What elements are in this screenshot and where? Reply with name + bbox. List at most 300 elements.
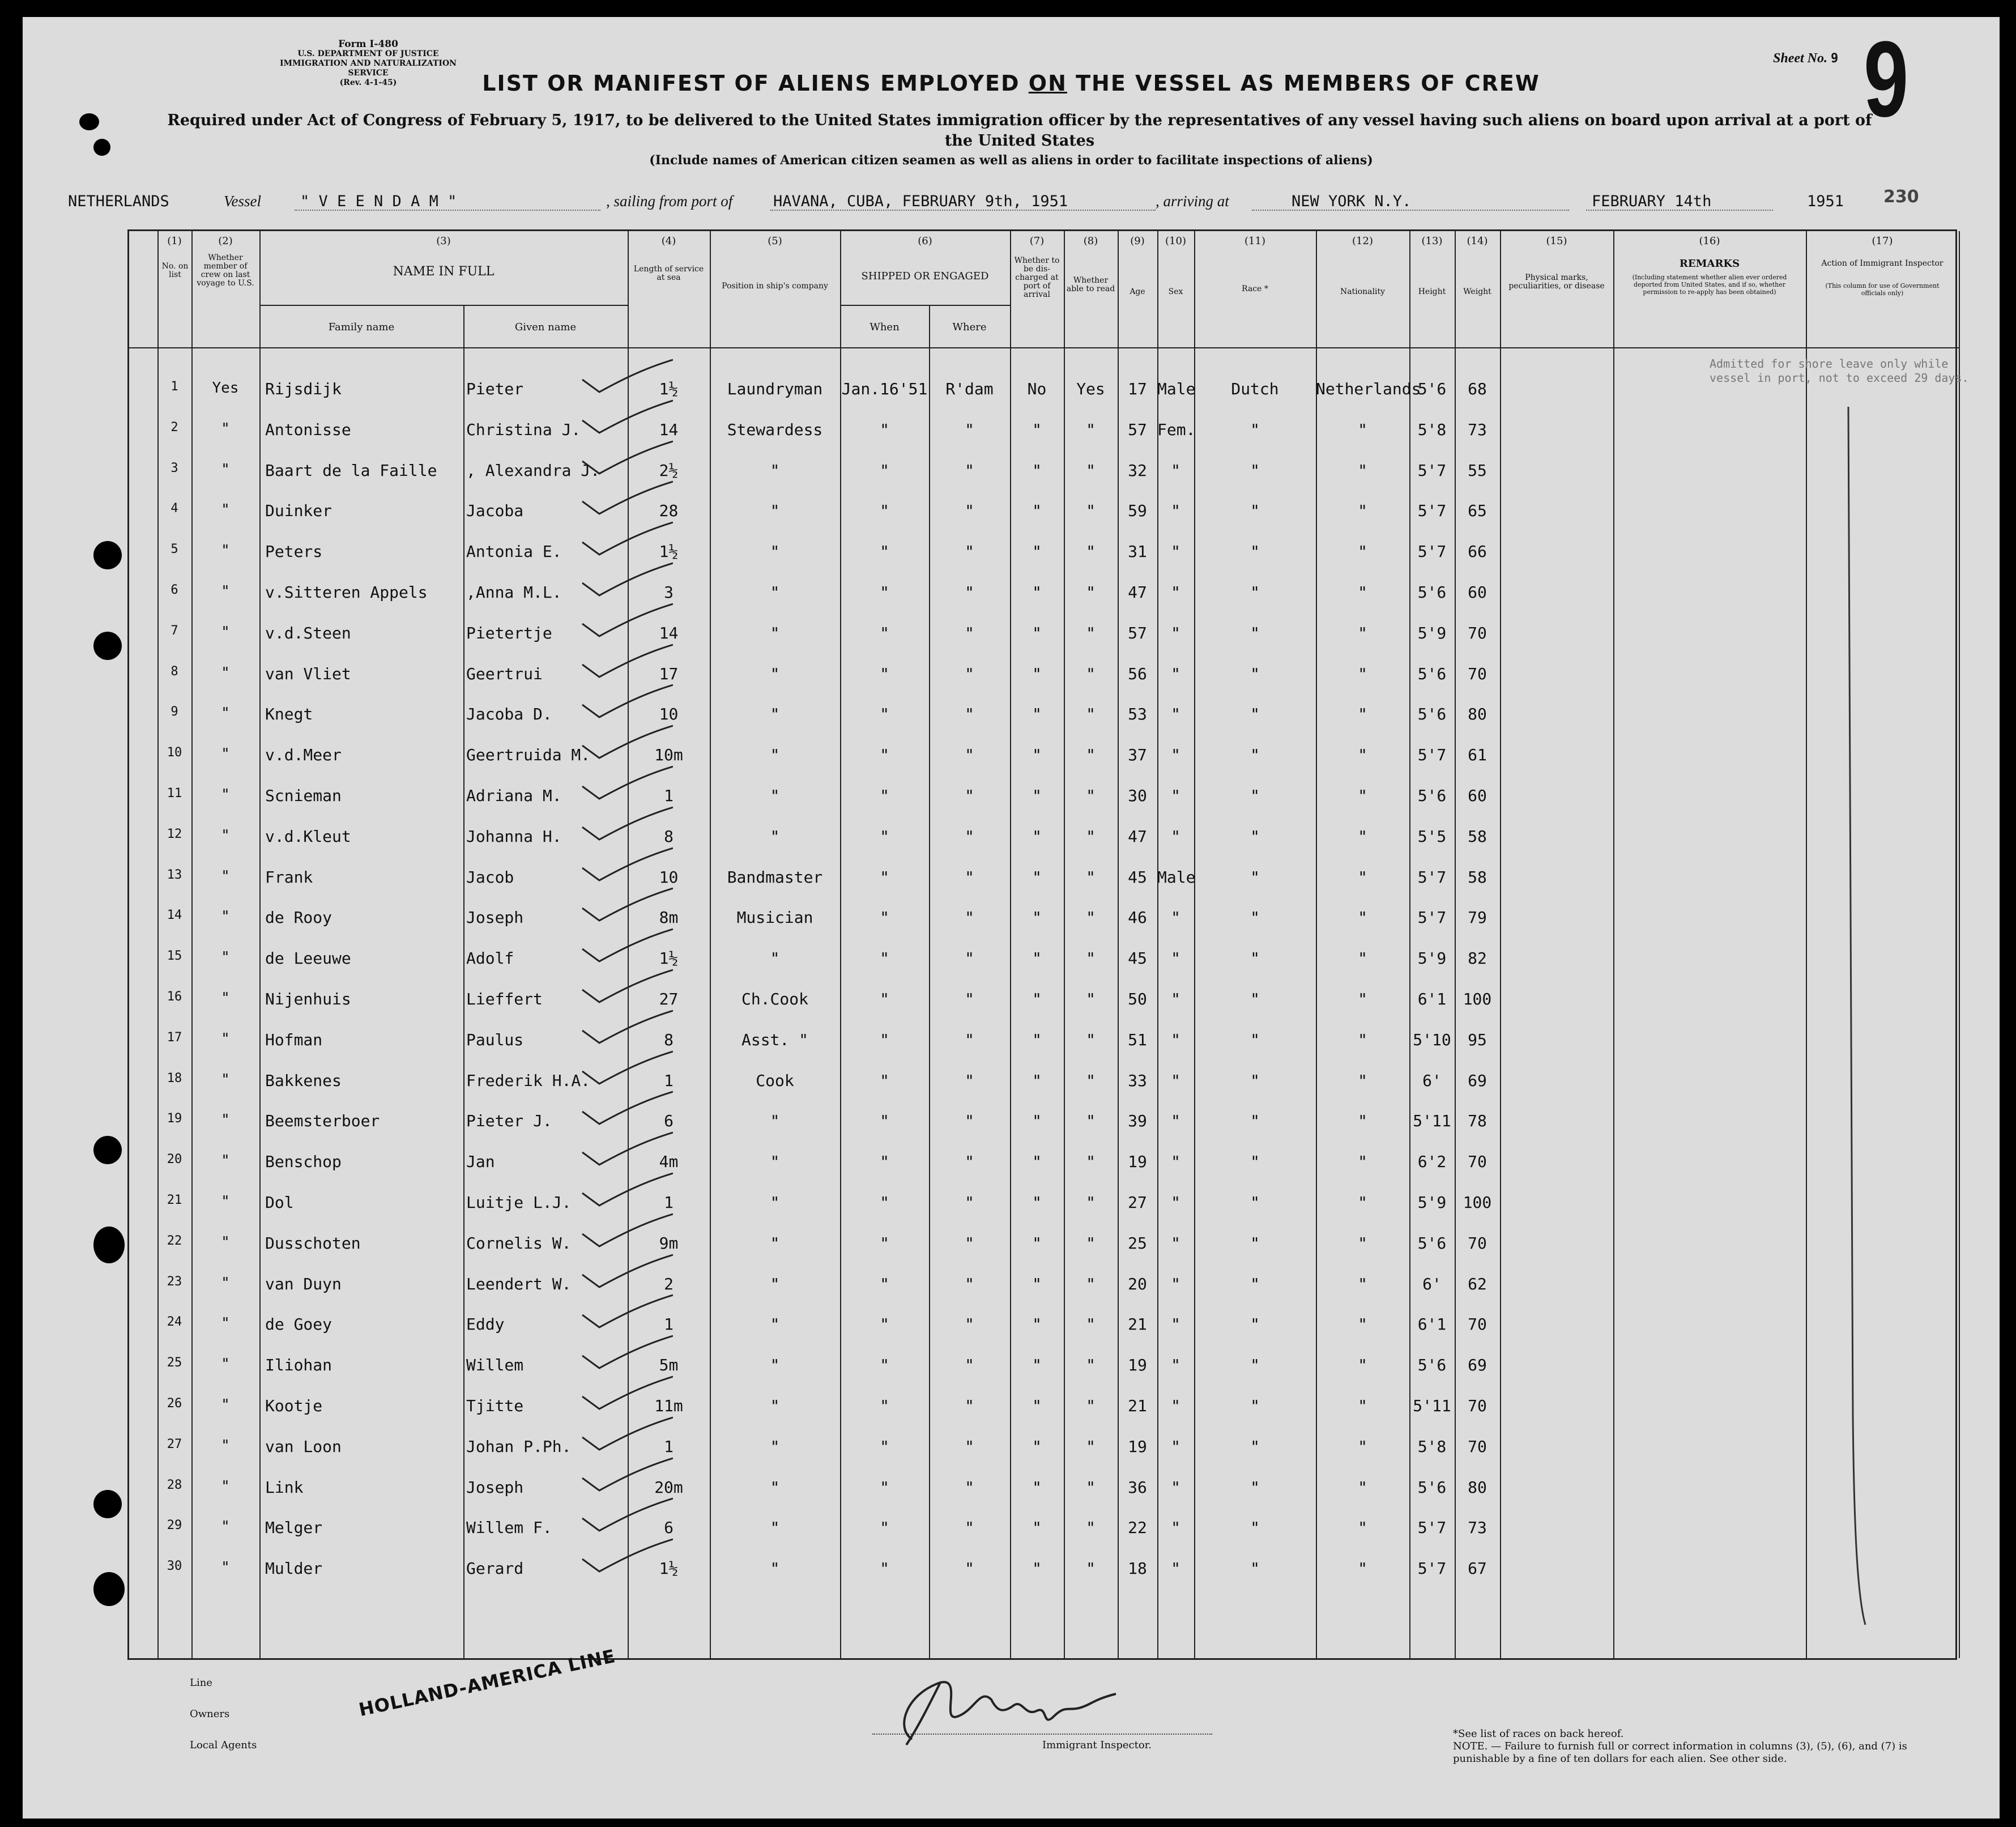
cell-family: Link <box>265 1477 304 1497</box>
cell-position: " <box>770 1193 780 1212</box>
cell-position: " <box>770 1111 780 1131</box>
cell-no: 18 <box>167 1071 182 1085</box>
cell-nationality: " <box>1358 664 1367 683</box>
cell-member: " <box>221 1518 230 1536</box>
cell-when: " <box>880 827 889 846</box>
cell-discharged: " <box>1032 501 1042 521</box>
cell-sex: " <box>1171 1193 1180 1212</box>
check-mark-icon <box>571 1130 673 1169</box>
penalty-note: NOTE. — Failure to furnish full or correct information in columns (3), (5), (6), and (7) is punishable by a fine of ten dollars for each alien. See other side. <box>1453 1740 1907 1765</box>
cell-no: 12 <box>167 827 182 841</box>
cell-weight: 79 <box>1468 908 1487 927</box>
cell-member: " <box>221 1559 230 1577</box>
cell-read: " <box>1086 664 1096 683</box>
cell-given: Paulus <box>466 1030 524 1049</box>
cell-height: 5'10 <box>1413 1030 1451 1049</box>
cell-race: " <box>1250 1111 1260 1131</box>
cell-nationality: " <box>1358 1356 1367 1375</box>
header-discharged: Whether to be dis-charged at port of arrival <box>1014 256 1060 299</box>
cell-position: Stewardess <box>727 420 823 439</box>
cell-where: " <box>965 786 974 805</box>
header-sex: Sex <box>1168 287 1183 296</box>
cell-where: " <box>965 990 974 1008</box>
check-mark-icon <box>571 438 673 478</box>
cell-nationality: " <box>1358 1437 1367 1456</box>
cell-sex: " <box>1171 990 1180 1008</box>
cell-nationality: Netherlands <box>1316 380 1421 398</box>
header-family-name: Family name <box>328 321 395 333</box>
cell-position: " <box>770 1396 780 1415</box>
cell-no: 24 <box>167 1315 182 1330</box>
cell-given: Johanna H. <box>466 827 562 846</box>
cell-no: 17 <box>167 1030 182 1045</box>
cell-given: Willem F. <box>466 1518 552 1538</box>
cell-member: " <box>221 990 230 1007</box>
cell-member: " <box>221 461 230 478</box>
cell-read: " <box>1086 786 1096 805</box>
title-on: ON <box>1028 71 1067 96</box>
check-mark-icon <box>571 357 673 397</box>
holland-america-stamp: HOLLAND-AMERICA LINE <box>357 1645 617 1721</box>
cell-discharged: " <box>1032 542 1042 561</box>
cell-age: 47 <box>1128 827 1147 846</box>
cell-length: 1 <box>664 1315 674 1334</box>
sailing-label: , sailing from port of <box>606 193 733 210</box>
cell-where: " <box>965 1030 974 1049</box>
col-number-11: (11) <box>1244 235 1265 247</box>
cell-given: Cornelis W. <box>466 1233 572 1253</box>
cell-position: " <box>770 542 780 561</box>
cell-race: " <box>1250 827 1260 846</box>
cell-discharged: " <box>1032 1193 1042 1212</box>
cell-where: " <box>965 623 974 642</box>
cell-nationality: " <box>1358 501 1367 521</box>
check-mark-icon <box>571 1008 673 1047</box>
cell-length: 2 <box>664 1274 674 1293</box>
cell-family: Baart de la Faille <box>265 461 437 480</box>
cell-position: " <box>770 786 780 805</box>
cell-nationality: " <box>1358 542 1367 561</box>
cell-height: 5'7 <box>1417 1518 1447 1538</box>
cell-when: " <box>880 1396 889 1415</box>
header-age: Age <box>1130 287 1145 296</box>
cell-length: 1 <box>664 1071 674 1090</box>
sheet-number-typed: 9 <box>1831 52 1839 66</box>
cell-race: " <box>1250 908 1260 927</box>
cell-when: " <box>880 623 889 642</box>
cell-position: Bandmaster <box>727 867 823 887</box>
check-mark-icon <box>571 1374 673 1413</box>
cell-position: " <box>770 1477 780 1497</box>
cell-given: Joseph <box>466 908 524 927</box>
cell-sex: " <box>1171 1518 1180 1538</box>
inspector-pen-line <box>1831 395 1877 1642</box>
cell-weight: 68 <box>1468 380 1487 398</box>
cell-weight: 73 <box>1468 420 1487 439</box>
cell-member: " <box>221 1233 230 1251</box>
cell-height: 5'8 <box>1417 420 1447 439</box>
cell-when: " <box>880 1315 889 1334</box>
cell-length: 14 <box>659 420 679 439</box>
cell-race: " <box>1250 867 1260 887</box>
cell-discharged: " <box>1032 1071 1042 1090</box>
cell-discharged: " <box>1032 1559 1042 1578</box>
cell-weight: 69 <box>1468 1356 1487 1375</box>
cell-when: " <box>880 664 889 683</box>
cell-length: 8 <box>664 827 674 846</box>
cell-no: 7 <box>171 623 178 638</box>
cell-sex: " <box>1171 908 1180 927</box>
cell-race: " <box>1250 461 1260 480</box>
cell-read: " <box>1086 1356 1096 1375</box>
cell-age: 51 <box>1128 1030 1147 1049</box>
cell-nationality: " <box>1358 786 1367 805</box>
cell-family: Rijsdijk <box>265 380 342 398</box>
cell-member: Yes <box>212 380 239 397</box>
cell-discharged: " <box>1032 786 1042 805</box>
cell-no: 11 <box>167 786 182 800</box>
cell-read: " <box>1086 1437 1096 1456</box>
cell-weight: 80 <box>1468 705 1487 724</box>
check-mark-icon <box>571 1211 673 1251</box>
cell-age: 19 <box>1128 1437 1147 1456</box>
vessel-label: Vessel <box>224 193 261 210</box>
cell-discharged: " <box>1032 1315 1042 1334</box>
cell-no: 15 <box>167 949 182 964</box>
cell-age: 57 <box>1128 623 1147 642</box>
cell-member: " <box>221 867 230 885</box>
col-number-4: (4) <box>661 235 676 247</box>
cell-no: 10 <box>167 746 182 760</box>
cell-length: 1½ <box>659 1559 679 1578</box>
cell-height: 5'11 <box>1413 1111 1451 1131</box>
cell-position: " <box>770 746 780 765</box>
cell-where: " <box>965 1233 974 1253</box>
col-number-6: (6) <box>918 235 932 247</box>
cell-where: " <box>965 501 974 521</box>
corner-number: 230 <box>1883 187 1919 207</box>
cell-discharged: " <box>1032 1274 1042 1293</box>
cell-given: Jacoba <box>466 501 524 521</box>
cell-where: " <box>965 1193 974 1212</box>
cell-height: 5'7 <box>1417 461 1447 480</box>
col-number-7: (7) <box>1029 235 1045 247</box>
cell-member: " <box>221 705 230 722</box>
cell-race: " <box>1250 1356 1260 1375</box>
cell-sex: " <box>1171 1233 1180 1253</box>
cell-where: " <box>965 746 974 765</box>
cell-member: " <box>221 501 230 519</box>
cell-given: Adriana M. <box>466 786 562 805</box>
cell-weight: 61 <box>1468 746 1487 765</box>
cell-where: " <box>965 1356 974 1375</box>
cell-read: " <box>1086 949 1096 968</box>
cell-given: Luitje L.J. <box>466 1193 572 1212</box>
cell-given: Adolf <box>466 949 514 968</box>
cell-race: " <box>1250 1030 1260 1049</box>
cell-length: 8 <box>664 1030 674 1049</box>
cell-age: 19 <box>1128 1356 1147 1375</box>
cell-discharged: " <box>1032 664 1042 683</box>
cell-position: " <box>770 1233 780 1253</box>
cell-family: Peters <box>265 542 323 561</box>
cell-position: " <box>770 705 780 724</box>
cell-family: Melger <box>265 1518 323 1538</box>
cell-position: Musician <box>736 908 813 927</box>
cell-race: " <box>1250 1559 1260 1578</box>
cell-when: " <box>880 1152 889 1172</box>
cell-race: " <box>1250 420 1260 439</box>
check-mark-icon <box>571 804 673 844</box>
col-number-10: (10) <box>1165 235 1186 247</box>
cell-when: " <box>880 542 889 561</box>
cell-no: 9 <box>171 705 178 719</box>
cell-member: " <box>221 1315 230 1332</box>
cell-height: 5'6 <box>1417 705 1447 724</box>
cell-when: " <box>880 1233 889 1253</box>
cell-no: 4 <box>171 501 178 516</box>
header-length-service: Length of service at sea <box>633 265 704 282</box>
cell-given: Johan P.Ph. <box>466 1437 572 1456</box>
cell-nationality: " <box>1358 623 1367 642</box>
cell-where: " <box>965 1071 974 1090</box>
cell-position: Ch.Cook <box>741 990 808 1008</box>
check-mark-icon <box>571 885 673 925</box>
cell-no: 3 <box>171 461 178 475</box>
check-mark-icon <box>571 682 673 722</box>
cell-weight: 78 <box>1468 1111 1487 1131</box>
cell-discharged: " <box>1032 1152 1042 1172</box>
cell-race: " <box>1250 990 1260 1008</box>
cell-race: " <box>1250 705 1260 724</box>
cell-height: 5'6 <box>1417 786 1447 805</box>
cell-position: Cook <box>756 1071 794 1090</box>
cell-position: Laundryman <box>727 380 823 398</box>
cell-race: " <box>1250 949 1260 968</box>
arrival-year: 1951 <box>1807 193 1844 210</box>
cell-family: Nijenhuis <box>265 990 351 1008</box>
cell-no: 25 <box>167 1356 182 1370</box>
cell-length: 27 <box>659 990 679 1008</box>
cell-when: " <box>880 1518 889 1538</box>
cell-where: " <box>965 1396 974 1415</box>
cell-weight: 80 <box>1468 1477 1487 1497</box>
cell-member: " <box>221 1193 230 1210</box>
cell-position: " <box>770 1274 780 1293</box>
cell-age: 19 <box>1128 1152 1147 1172</box>
form-revision: (Rev. 4-1-45) <box>339 78 397 87</box>
cell-discharged: No <box>1027 380 1047 398</box>
check-mark-icon <box>571 1089 673 1128</box>
cell-length: 4m <box>659 1152 679 1172</box>
cell-length: 10 <box>659 867 679 887</box>
cell-discharged: " <box>1032 461 1042 480</box>
cell-discharged: " <box>1032 746 1042 765</box>
cell-member: " <box>221 1437 230 1454</box>
cell-member: " <box>221 420 230 437</box>
cell-position: " <box>770 949 780 968</box>
cell-no: 8 <box>171 664 178 679</box>
cell-age: 30 <box>1128 786 1147 805</box>
check-mark-icon <box>571 845 673 885</box>
cell-length: 6 <box>664 1518 674 1538</box>
cell-where: " <box>965 1315 974 1334</box>
cell-discharged: " <box>1032 583 1042 602</box>
cell-weight: 100 <box>1463 990 1492 1008</box>
cell-race: " <box>1250 1396 1260 1415</box>
cell-member: " <box>221 786 230 803</box>
manifest-sheet <box>23 17 2000 1819</box>
cell-sex: " <box>1171 461 1180 480</box>
cell-discharged: " <box>1032 420 1042 439</box>
cell-sex: " <box>1171 827 1180 846</box>
cell-when: " <box>880 1437 889 1456</box>
col-number-13: (13) <box>1421 235 1443 247</box>
cell-family: Benschop <box>265 1152 342 1172</box>
cell-nationality: " <box>1358 1111 1367 1131</box>
footer-note <box>1453 1728 1923 1765</box>
cell-where: " <box>965 420 974 439</box>
cell-no: 13 <box>167 867 182 882</box>
header-where: Where <box>952 321 987 333</box>
cell-height: 5'7 <box>1417 1559 1447 1578</box>
header-when: When <box>870 321 900 333</box>
cell-when: " <box>880 501 889 521</box>
cell-member: " <box>221 1477 230 1495</box>
cell-read: " <box>1086 420 1096 439</box>
cell-where: " <box>965 461 974 480</box>
cell-discharged: " <box>1032 1233 1042 1253</box>
cell-family: v.d.Steen <box>265 623 351 642</box>
cell-age: 56 <box>1128 664 1147 683</box>
cell-family: v.d.Meer <box>265 746 342 765</box>
cell-when: " <box>880 1071 889 1090</box>
vessel-line <box>23 187 2000 221</box>
cell-no: 23 <box>167 1274 182 1289</box>
cell-given: Jacoba D. <box>466 705 552 724</box>
cell-where: " <box>965 542 974 561</box>
cell-read: " <box>1086 908 1096 927</box>
cell-member: " <box>221 623 230 641</box>
cell-height: 5'7 <box>1417 542 1447 561</box>
cell-nationality: " <box>1358 1233 1367 1253</box>
cell-family: Bakkenes <box>265 1071 342 1090</box>
title-part-2: THE VESSEL AS MEMBERS OF CREW <box>1076 71 1540 96</box>
cell-sex: " <box>1171 664 1180 683</box>
cell-position: " <box>770 1152 780 1172</box>
cell-where: " <box>965 1559 974 1578</box>
sheet-number-stamp: 9 <box>1864 19 1909 139</box>
cell-race: " <box>1250 1518 1260 1538</box>
cell-discharged: " <box>1032 827 1042 846</box>
cell-nationality: " <box>1358 867 1367 887</box>
cell-member: " <box>221 1071 230 1088</box>
cell-nationality: " <box>1358 1193 1367 1212</box>
cell-member: " <box>221 827 230 844</box>
cell-discharged: " <box>1032 1396 1042 1415</box>
check-mark-icon <box>571 1252 673 1292</box>
cell-race: Dutch <box>1231 380 1279 398</box>
cell-length: 11m <box>654 1396 683 1415</box>
header-able-read: Whether able to read <box>1066 276 1115 293</box>
page-title <box>23 71 2000 96</box>
header-remarks-sub: (Including statement whether alien ever ordered deported from United States, and if so, whether permission to re-apply has been obtained) <box>1632 274 1787 296</box>
cell-position: " <box>770 501 780 521</box>
cell-length: 1½ <box>659 949 679 968</box>
cell-family: Scnieman <box>265 786 342 805</box>
check-mark-icon <box>571 479 673 518</box>
cell-no: 30 <box>167 1559 182 1574</box>
cell-member: " <box>221 1396 230 1413</box>
cell-sex: " <box>1171 746 1180 765</box>
col-number-3: (3) <box>436 235 451 247</box>
cell-height: 5'7 <box>1417 746 1447 765</box>
cell-discharged: " <box>1032 623 1042 642</box>
header-action-inspector: Action of Immigrant Inspector <box>1821 259 1943 268</box>
cell-where: " <box>965 827 974 846</box>
cell-length: 1½ <box>659 380 679 398</box>
cell-member: " <box>221 542 230 560</box>
cell-discharged: " <box>1032 1518 1042 1538</box>
cell-nationality: " <box>1358 1071 1367 1090</box>
cell-height: 5'7 <box>1417 867 1447 887</box>
cell-weight: 70 <box>1468 664 1487 683</box>
cell-age: 39 <box>1128 1111 1147 1131</box>
cell-when: " <box>880 1030 889 1049</box>
col-number-17: (17) <box>1872 235 1893 247</box>
cell-where: " <box>965 1477 974 1497</box>
cell-age: 53 <box>1128 705 1147 724</box>
check-mark-icon <box>571 398 673 437</box>
header-shipped-engaged: SHIPPED OR ENGAGED <box>861 270 989 282</box>
cell-age: 22 <box>1128 1518 1147 1538</box>
cell-no: 19 <box>167 1111 182 1126</box>
cell-discharged: " <box>1032 908 1042 927</box>
cell-age: 17 <box>1128 380 1147 398</box>
cell-nationality: " <box>1358 949 1367 968</box>
cell-race: " <box>1250 1152 1260 1172</box>
cell-no: 16 <box>167 990 182 1004</box>
cell-height: 5'9 <box>1417 623 1447 642</box>
cell-member: " <box>221 1152 230 1170</box>
cell-discharged: " <box>1032 867 1042 887</box>
cell-height: 5'6 <box>1417 664 1447 683</box>
cell-position: " <box>770 827 780 846</box>
cell-family: v.Sitteren Appels <box>265 583 428 602</box>
cell-age: 50 <box>1128 990 1147 1008</box>
cell-nationality: " <box>1358 1315 1367 1334</box>
cell-given: ,Anna M.L. <box>466 583 562 602</box>
cell-read: " <box>1086 1030 1096 1049</box>
cell-sex: Male <box>1157 380 1196 398</box>
races-note: *See list of races on back hereof. <box>1453 1728 1624 1740</box>
cell-read: " <box>1086 705 1096 724</box>
check-mark-icon <box>571 1536 673 1576</box>
check-mark-icon <box>571 764 673 803</box>
cell-given: Tjitte <box>466 1396 524 1415</box>
cell-nationality: " <box>1358 746 1367 765</box>
cell-family: Frank <box>265 867 313 887</box>
cell-weight: 69 <box>1468 1071 1487 1090</box>
cell-length: 1 <box>664 786 674 805</box>
cell-member: " <box>221 664 230 682</box>
check-mark-icon <box>571 1292 673 1332</box>
cell-given: Leendert W. <box>466 1274 572 1293</box>
cell-race: " <box>1250 583 1260 602</box>
cell-when: " <box>880 1111 889 1131</box>
cell-age: 47 <box>1128 583 1147 602</box>
cell-age: 25 <box>1128 1233 1147 1253</box>
